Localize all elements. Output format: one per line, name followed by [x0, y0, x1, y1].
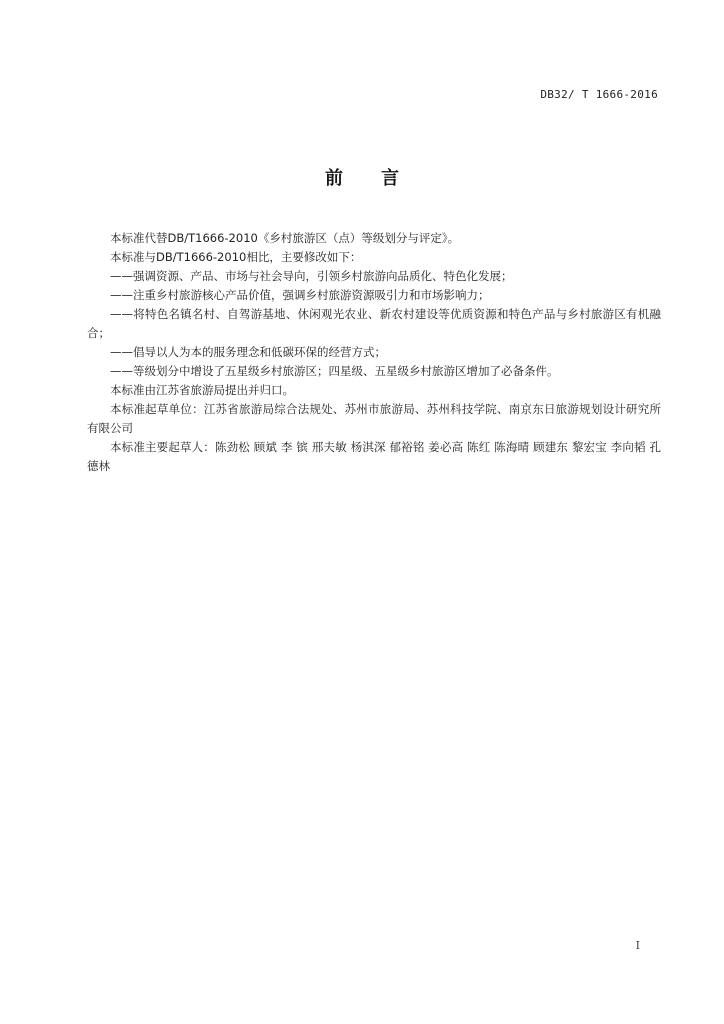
paragraph-proposer: 本标准由江苏省旅游局提出并归口。	[110, 383, 294, 397]
page-title	[0, 164, 724, 190]
paragraph-change-5: ——等级划分中增设了五星级乡村旅游区；四星级、五星级乡村旅游区增加了必备条件。	[110, 364, 559, 378]
paragraph-change-2: ——注重乡村旅游核心产品价值，强调乡村旅游资源吸引力和市场影响力；	[110, 288, 490, 302]
title-char-1: 前	[325, 168, 343, 189]
paragraph-change-1: ——强调资源、产品、市场与社会导向，引领乡村旅游向品质化、特色化发展；	[110, 269, 513, 283]
page-number: I	[635, 939, 640, 952]
paragraph-changes-intro: 本标准与DB/T1666-2010相比，主要修改如下：	[110, 250, 362, 264]
paragraph-replaces: 本标准代替DB/T1666-2010《乡村旅游区（点）等级划分与评定》。	[110, 231, 460, 245]
paragraph-drafters: 本标准主要起草人：陈劲松 顾斌 李 镔 邢夫敏 杨淇深 郁裕铭 姜必高 陈红 陈海晴 顾建东 黎宏宝 李向韬 孔德林	[87, 440, 661, 473]
paragraph-change-3: ——将特色名镇名村、自驾游基地、休闲观光农业、新农村建设等优质资源和特色产品与乡村旅游区有机融合；	[87, 307, 661, 340]
paragraph-change-4: ——倡导以人为本的服务理念和低碳环保的经营方式；	[110, 345, 386, 359]
document-code: DB32/ T 1666-2016	[540, 88, 658, 101]
foreword-body	[87, 229, 661, 476]
title-char-2: 言	[381, 168, 399, 189]
paragraph-drafting-units: 本标准起草单位：江苏省旅游局综合法规处、苏州市旅游局、苏州科技学院、南京东日旅游规划设计研究所有限公司	[87, 402, 661, 435]
